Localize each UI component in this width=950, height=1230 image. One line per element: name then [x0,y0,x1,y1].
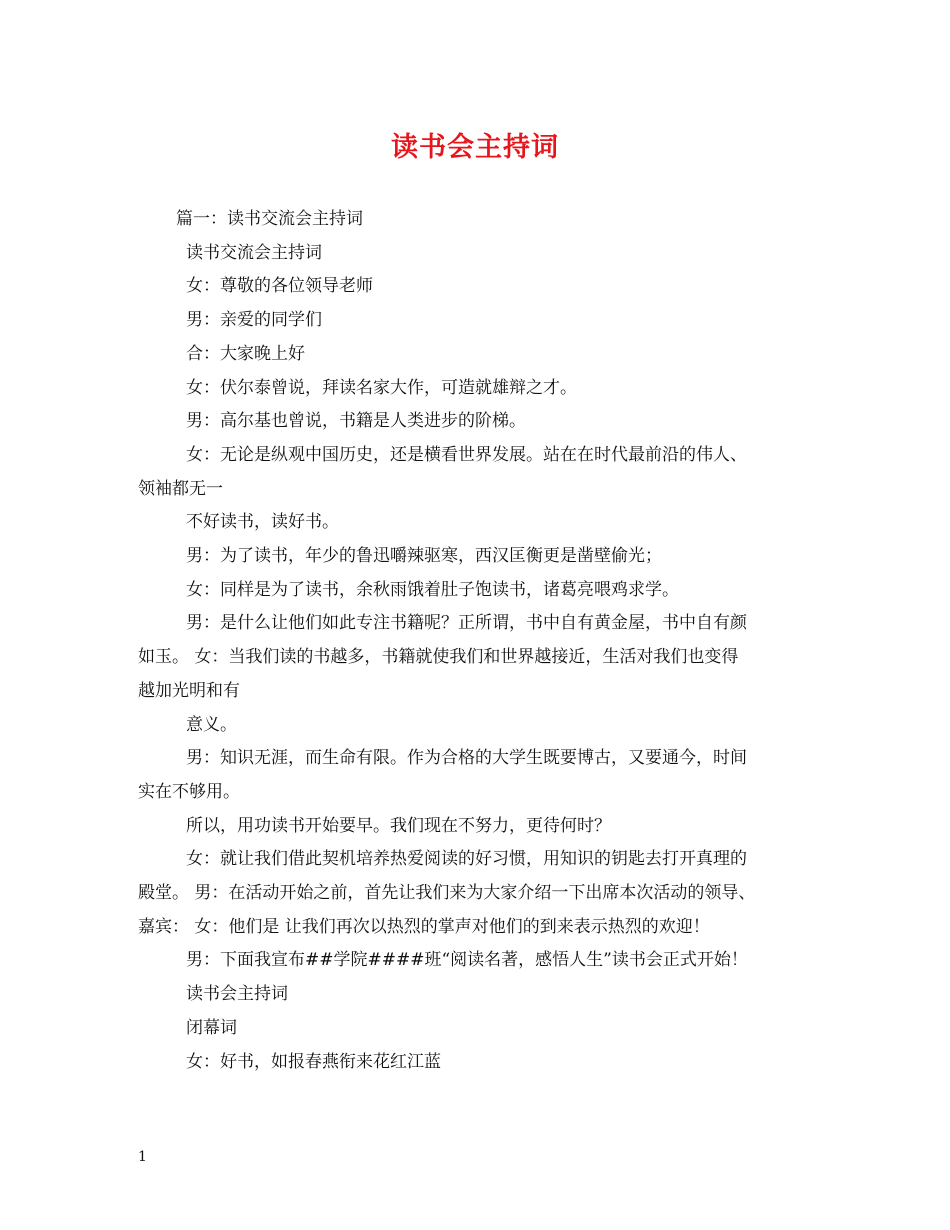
document-body [138,203,818,1079]
text-line: 女：同样是为了读书，余秋雨饿着肚子饱读书，诸葛亮喂鸡求学。 [186,579,679,600]
page-number: 1 [138,1149,147,1165]
document-title: 读书会主持词 [391,132,559,163]
text-line: 女：伏尔泰曾说，拜读名家大作，可造就雄辩之才。 [186,377,577,398]
text-line: 男：为了读书，年少的鲁迅嚼辣驱寒，西汉匡衡更是凿壁偷光； [186,546,662,567]
text-line: 读书会主持词 [186,984,288,1005]
text-line: 女：无论是纵观中国历史，还是横看世界发展。站在在时代最前沿的伟人、 [186,444,747,465]
text-line: 男：高尔基也曾说，书籍是人类进步的阶梯。 [186,411,526,432]
text-line: 合：大家晚上好 [186,343,305,364]
text-line: 篇一：读书交流会主持词 [176,209,363,229]
text-line: 殿堂。 男：在活动开始之前，首先让我们来为大家介绍一下出席本次活动的领导、 [138,883,756,904]
text-line: 所以，用功读书开始要早。我们现在不努力，更待何时？ [186,815,611,836]
text-line: 不好读书，读好书。 [186,512,339,533]
text-line: 男：下面我宣布##学院####班“阅读名著，感悟人生”读书会正式开始！ [186,950,748,971]
text-line: 闭幕词 [186,1017,237,1038]
text-line: 如玉。 女：当我们读的书越多，书籍就使我们和世界越接近，生活对我们也变得 [138,647,739,668]
text-line: 读书交流会主持词 [186,242,322,263]
text-line: 男：亲爱的同学们 [186,310,322,331]
text-line: 嘉宾： 女：他们是 让我们再次以热烈的掌声对他们的到来表示热烈的欢迎！ [138,916,710,937]
text-line: 意义。 [186,714,237,735]
text-line: 女：好书，如报春燕衔来花红江蓝 [186,1051,441,1072]
text-line: 领袖都无一 [138,478,223,499]
text-line: 男：知识无涯，而生命有限。作为合格的大学生既要博古，又要通今，时间 [186,748,747,769]
text-line: 越加光明和有 [138,680,240,701]
text-line: 男：是什么让他们如此专注书籍呢？正所谓，书中自有黄金屋，书中自有颜 [186,613,747,634]
text-line: 女：尊敬的各位领导老师 [186,276,373,297]
text-line: 女：就让我们借此契机培养热爱阅读的好习惯，用知识的钥匙去打开真理的 [186,849,747,870]
text-line: 实在不够用。 [138,781,240,802]
